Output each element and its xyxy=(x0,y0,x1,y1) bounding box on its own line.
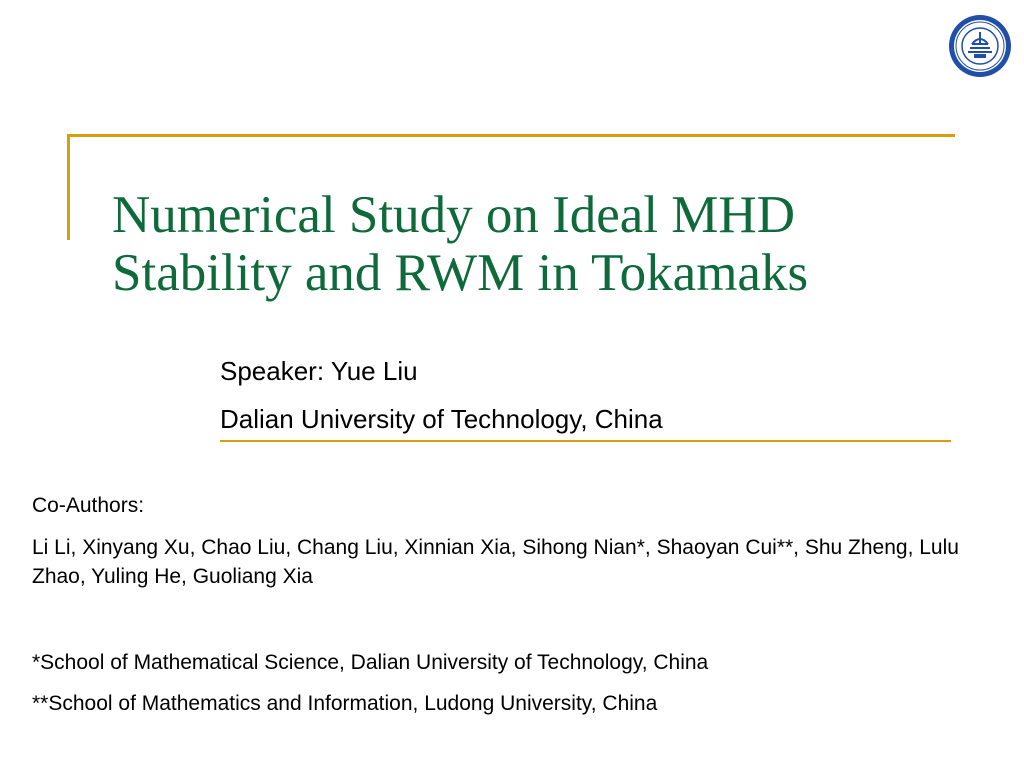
slide-title xyxy=(112,186,992,302)
speaker-line: Speaker: Yue Liu xyxy=(220,356,418,386)
institution-line: Dalian University of Technology, China xyxy=(220,404,663,434)
title-frame-top-rule xyxy=(67,134,955,137)
title-frame-left-rule xyxy=(67,134,70,240)
affiliation-1: *School of Mathematical Science, Dalian University of Technology, China xyxy=(32,651,709,674)
university-seal-icon xyxy=(948,14,1012,78)
title-line-2: Stability and RWM in Tokamaks xyxy=(112,244,809,302)
affiliation-2: **School of Mathematics and Information, Ludong University, China xyxy=(32,692,658,715)
subtitle-underline-rule xyxy=(220,440,951,442)
coauthors-heading: Co-Authors: xyxy=(32,494,145,517)
title-line-1: Numerical Study on Ideal MHD xyxy=(112,186,795,244)
coauthors-list: Li Li, Xinyang Xu, Chao Liu, Chang Liu, Xinnian Xia, Sihong Nian*, Shaoyan Cui**, Shu Zheng, Lulu Zhao, Yuling He, Guoliang Xia xyxy=(32,536,959,588)
